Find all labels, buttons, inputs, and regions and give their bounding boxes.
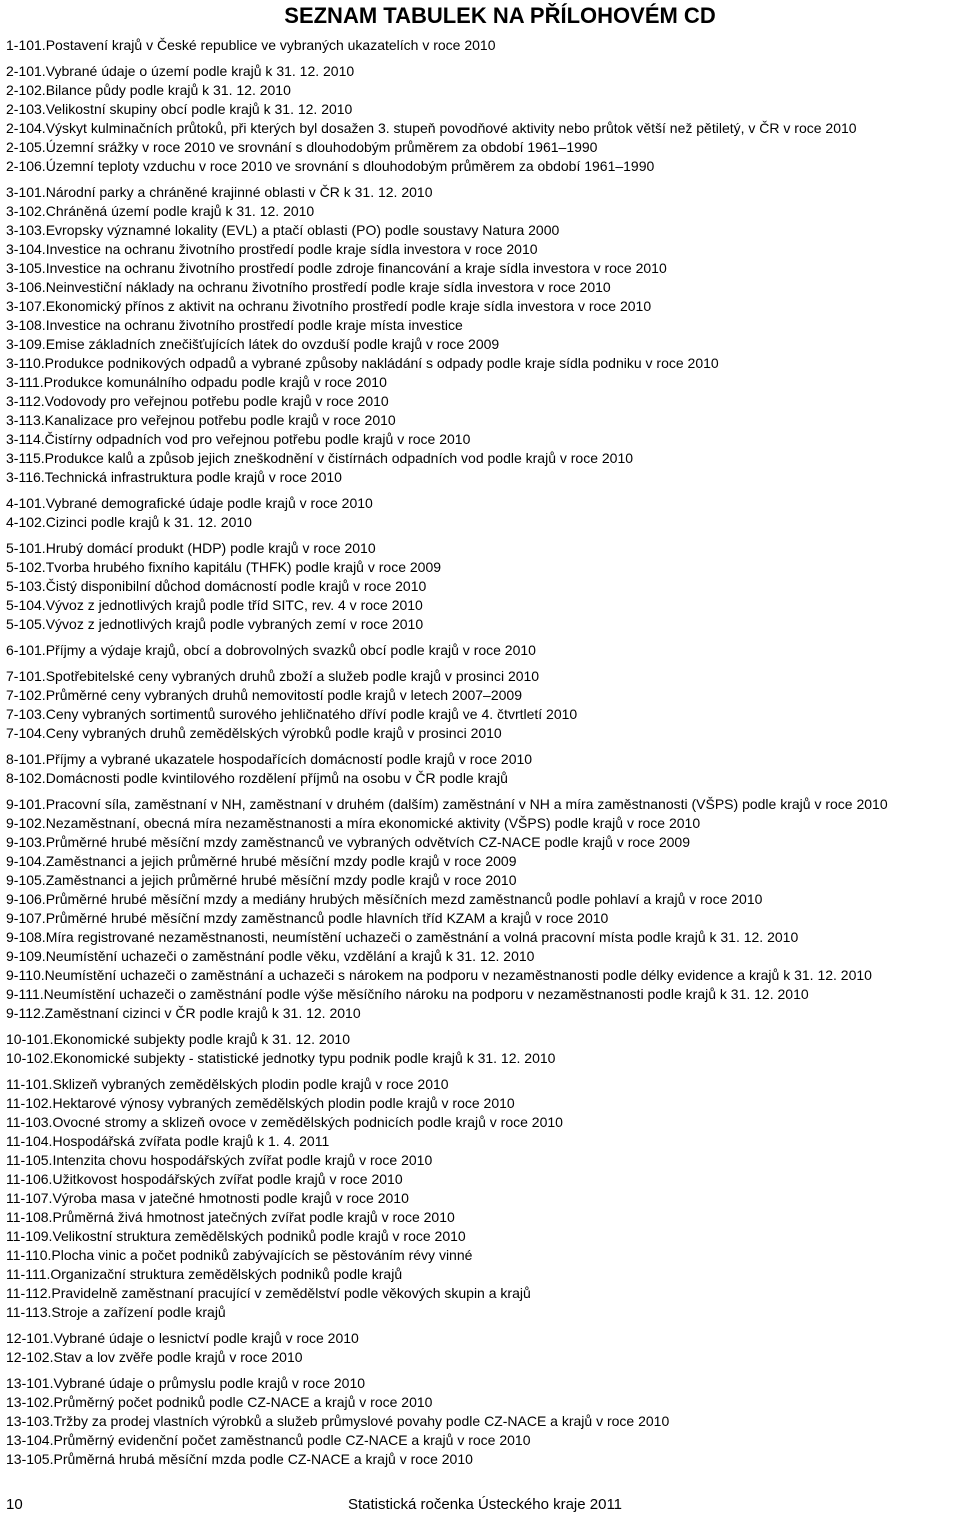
table-title: Průměrná hrubá měsíční mzda podle CZ-NACE a krajů v roce 2010 [53, 1451, 473, 1467]
group-separator [6, 743, 958, 750]
list-item [6, 615, 958, 634]
table-code: 13-104. [6, 1432, 54, 1448]
table-code: 5-105. [6, 616, 46, 632]
table-code: 10-102. [6, 1050, 54, 1066]
table-code: 11-110. [6, 1247, 52, 1263]
table-title: Vývoz z jednotlivých krajů podle tříd SITC, rev. 4 v roce 2010 [45, 597, 423, 613]
table-code: 5-104. [6, 597, 46, 613]
table-title: Vybrané demografické údaje podle krajů v roce 2010 [45, 495, 373, 511]
table-code: 11-103. [6, 1114, 53, 1130]
table-title: Užitkovost hospodářských zvířat podle krajů v roce 2010 [52, 1171, 403, 1187]
table-code: 2-104. [6, 120, 46, 136]
table-code: 9-102. [6, 815, 46, 831]
list-item [6, 183, 958, 202]
table-code: 4-101. [6, 495, 46, 511]
table-title: Ekonomické subjekty podle krajů k 31. 12. 2010 [53, 1031, 350, 1047]
list-item [6, 539, 958, 558]
list-item [6, 157, 958, 176]
table-code: 1-101. [6, 37, 46, 53]
list-item [6, 119, 958, 138]
table-title: Cizinci podle krajů k 31. 12. 2010 [45, 514, 252, 530]
list-item [6, 769, 958, 788]
table-code: 2-105. [6, 139, 46, 155]
list-item [6, 985, 958, 1004]
table-code: 13-103. [6, 1413, 54, 1429]
list-item [6, 449, 958, 468]
list-item [6, 705, 958, 724]
table-title: Vybrané údaje o území podle krajů k 31. 12. 2010 [45, 63, 355, 79]
table-title: Ekonomický přínos z aktivit na ochranu životního prostředí podle kraje sídla investora v roce 2010 [45, 298, 652, 314]
table-title: Příjmy a vybrané ukazatele hospodařících domácností podle krajů v roce 2010 [45, 751, 533, 767]
table-code: 11-113. [6, 1304, 52, 1320]
table-title: Spotřebitelské ceny vybraných druhů zboží a služeb podle krajů v prosinci 2010 [45, 668, 540, 684]
list-item [6, 1170, 958, 1189]
table-title: Organizační struktura zemědělských podniků podle krajů [50, 1266, 403, 1282]
table-code: 2-101. [6, 63, 46, 79]
table-code: 5-103. [6, 578, 46, 594]
list-item [6, 1374, 958, 1393]
list-item [6, 1412, 958, 1431]
table-code: 8-101. [6, 751, 46, 767]
table-code: 9-105. [6, 872, 46, 888]
table-code: 6-101. [6, 642, 46, 658]
list-item [6, 335, 958, 354]
list-item [6, 1246, 958, 1265]
table-title: Hektarové výnosy vybraných zemědělských plodin podle krajů v roce 2010 [52, 1095, 515, 1111]
list-item [6, 513, 958, 532]
list-item [6, 1303, 958, 1322]
table-code: 9-107. [6, 910, 46, 926]
table-title: Průměrné hrubé měsíční mzdy zaměstnanců ve vybraných odvětvích CZ-NACE podle krajů v roce 2009 [45, 834, 690, 850]
table-title: Průměrný počet podniků podle CZ-NACE a krajů v roce 2010 [53, 1394, 433, 1410]
table-code: 3-101. [6, 184, 46, 200]
list-item [6, 468, 958, 487]
list-item [6, 1094, 958, 1113]
table-title: Čistírny odpadních vod pro veřejnou potřebu podle krajů v roce 2010 [44, 431, 471, 447]
list-item [6, 871, 958, 890]
table-code: 10-101. [6, 1031, 54, 1047]
list-item [6, 1004, 958, 1023]
table-code: 13-101. [6, 1375, 54, 1391]
table-code: 9-104. [6, 853, 46, 869]
table-code: 3-102. [6, 203, 46, 219]
table-code: 11-111. [6, 1266, 51, 1282]
list-item [6, 1049, 958, 1068]
table-title: Postavení krajů v České republice ve vybraných ukazatelích v roce 2010 [45, 37, 496, 53]
list-item [6, 814, 958, 833]
table-title: Hospodářská zvířata podle krajů k 1. 4. 2011 [52, 1133, 330, 1149]
table-title: Sklizeň vybraných zemědělských plodin podle krajů v roce 2010 [52, 1076, 449, 1092]
table-code: 3-113. [6, 412, 45, 428]
table-code: 11-104. [6, 1133, 53, 1149]
group-separator [6, 1367, 958, 1374]
list-item [6, 1265, 958, 1284]
list-item [6, 750, 958, 769]
table-title: Investice na ochranu životního prostředí podle zdroje financování a kraje sídla investora v roce 2010 [45, 260, 667, 276]
table-code: 7-103. [6, 706, 46, 722]
table-code: 9-110. [6, 967, 45, 983]
list-item [6, 833, 958, 852]
list-item [6, 928, 958, 947]
table-title: Pravidelně zaměstnaní pracující v zemědělství podle věkových skupin a krajů [51, 1285, 531, 1301]
table-code: 12-102. [6, 1349, 54, 1365]
group-separator [6, 1023, 958, 1030]
list-item [6, 596, 958, 615]
list-item [6, 1284, 958, 1303]
table-code: 11-105. [6, 1152, 53, 1168]
table-code: 5-101. [6, 540, 46, 556]
table-title: Produkce komunálního odpadu podle krajů v roce 2010 [43, 374, 387, 390]
table-code: 3-103. [6, 222, 46, 238]
table-code: 3-106. [6, 279, 46, 295]
table-title: Průměrné hrubé měsíční mzdy a mediány hrubých měsíčních mezd zaměstnanců podle pohlaví a krajů v roce 2010 [45, 891, 763, 907]
list-item [6, 1132, 958, 1151]
table-title: Plocha vinic a počet podniků zabývajících se pěstováním révy vinné [51, 1247, 473, 1263]
table-code: 7-101. [6, 668, 46, 684]
table-title: Výskyt kulminačních průtoků, při kterých byl dosažen 3. stupeň povodňové aktivity nebo průtok větší než pětiletý, v ČR v roce 2010 [45, 120, 857, 136]
group-separator [6, 55, 958, 62]
table-code: 3-109. [6, 336, 46, 352]
list-item [6, 202, 958, 221]
table-title: Evropsky významné lokality (EVL) a ptačí oblasti (PO) podle soustavy Natura 2000 [45, 222, 560, 238]
table-title: Vybrané údaje o lesnictví podle krajů v roce 2010 [53, 1330, 359, 1346]
list-item [6, 1431, 958, 1450]
table-title: Bilance půdy podle krajů k 31. 12. 2010 [45, 82, 291, 98]
table-title: Tvorba hrubého fixního kapitálu (THFK) podle krajů v roce 2009 [45, 559, 442, 575]
table-code: 11-108. [6, 1209, 53, 1225]
table-title: Nezaměstnaní, obecná míra nezaměstnanosti a míra ekonomické aktivity (VŠPS) podle krajů v roce 2010 [45, 815, 701, 831]
table-title: Neumístění uchazeči o zaměstnání podle výše měsíčního nároku na podporu v nezaměstnanosti podle krajů k 31. 12. 2010 [43, 986, 809, 1002]
table-title: Stroje a zařízení podle krajů [51, 1304, 226, 1320]
table-code: 3-107. [6, 298, 46, 314]
table-title: Domácnosti podle kvintilového rozdělení příjmů na osobu v ČR podle krajů [45, 770, 508, 786]
table-code: 3-110. [6, 355, 45, 371]
list-item [6, 1151, 958, 1170]
table-title: Ekonomické subjekty - statistické jednotky typu podnik podle krajů k 31. 12. 2010 [53, 1050, 556, 1066]
list-item [6, 278, 958, 297]
page-title: SEZNAM TABULEK NA PŘÍLOHOVÉM CD [284, 3, 716, 28]
table-code: 8-102. [6, 770, 46, 786]
list-item [6, 1075, 958, 1094]
table-code: 9-106. [6, 891, 46, 907]
table-code: 11-102. [6, 1095, 53, 1111]
table-title: Příjmy a výdaje krajů, obcí a dobrovolných svazků obcí podle krajů v roce 2010 [45, 642, 536, 658]
table-title: Produkce kalů a způsob jejich zneškodnění v čistírnách odpadních vod podle krajů v roce 2010 [44, 450, 634, 466]
table-code: 9-112. [6, 1005, 45, 1021]
list-item [6, 1208, 958, 1227]
group-separator [6, 1068, 958, 1075]
table-code: 9-109. [6, 948, 46, 964]
table-code: 11-112. [6, 1285, 52, 1301]
table-title: Neumístění uchazeči o zaměstnání podle věku, vzdělání a krajů k 31. 12. 2010 [45, 948, 535, 964]
list-item [6, 1329, 958, 1348]
table-title: Zaměstnanci a jejich průměrné hrubé měsíční mzdy podle krajů v roce 2009 [45, 853, 517, 869]
table-code: 11-107. [6, 1190, 53, 1206]
table-title: Tržby za prodej vlastních výrobků a služeb průmyslové povahy podle CZ-NACE a krajů v roce 2010 [53, 1413, 670, 1429]
table-list [6, 36, 958, 1469]
table-code: 3-115. [6, 450, 45, 466]
list-item [6, 430, 958, 449]
list-item [6, 1450, 958, 1469]
table-title: Národní parky a chráněné krajinné oblasti v ČR k 31. 12. 2010 [45, 184, 433, 200]
table-title: Územní teploty vzduchu v roce 2010 ve srovnání s dlouhodobým průměrem za období 1961–1990 [45, 158, 655, 174]
page-number: 10 [6, 1496, 23, 1513]
list-item [6, 947, 958, 966]
list-item [6, 100, 958, 119]
table-code: 9-111. [6, 986, 44, 1002]
group-separator [6, 487, 958, 494]
list-item [6, 494, 958, 513]
list-item [6, 1189, 958, 1208]
table-code: 2-102. [6, 82, 46, 98]
page-footer [0, 1496, 960, 1516]
list-item [6, 1030, 958, 1049]
table-title: Hrubý domácí produkt (HDP) podle krajů v roce 2010 [45, 540, 376, 556]
list-item [6, 1348, 958, 1367]
table-title: Investice na ochranu životního prostředí podle kraje sídla investora v roce 2010 [45, 241, 538, 257]
list-item [6, 577, 958, 596]
table-title: Kanalizace pro veřejnou potřebu podle krajů v roce 2010 [44, 412, 396, 428]
list-item [6, 686, 958, 705]
table-title: Technická infrastruktura podle krajů v roce 2010 [44, 469, 342, 485]
list-item [6, 1393, 958, 1412]
table-title: Neinvestiční náklady na ochranu životního prostředí podle kraje sídla investora v roce 2010 [45, 279, 611, 295]
table-code: 3-104. [6, 241, 46, 257]
table-title: Stav a lov zvěře podle krajů v roce 2010 [53, 1349, 303, 1365]
group-separator [6, 532, 958, 539]
group-separator [6, 176, 958, 183]
table-code: 11-109. [6, 1228, 53, 1244]
table-title: Ovocné stromy a sklizeň ovoce v zemědělských podnicích podle krajů v roce 2010 [52, 1114, 563, 1130]
group-separator [6, 1322, 958, 1329]
table-code: 13-105. [6, 1451, 54, 1467]
list-item [6, 1227, 958, 1246]
list-item [6, 240, 958, 259]
table-title: Produkce podnikových odpadů a vybrané způsoby nakládání s odpady podle kraje sídla podniku v roce 2010 [44, 355, 719, 371]
table-code: 2-103. [6, 101, 46, 117]
table-title: Chráněná území podle krajů k 31. 12. 2010 [45, 203, 315, 219]
list-item [6, 558, 958, 577]
table-title: Průměrné hrubé měsíční mzdy zaměstnanců podle hlavních tříd KZAM a krajů v roce 2010 [45, 910, 609, 926]
table-title: Průměrné ceny vybraných druhů nemovitostí podle krajů v letech 2007–2009 [45, 687, 522, 703]
table-title: Neumístění uchazeči o zaměstnání a uchazeči s nárokem na podporu v nezaměstnanosti podle délky evidence a krajů k 31. 12. 2010 [44, 967, 872, 983]
list-item [6, 641, 958, 660]
table-code: 3-112. [6, 393, 45, 409]
table-title: Průměrná živá hmotnost jatečných zvířat podle krajů v roce 2010 [52, 1209, 455, 1225]
table-title: Územní srážky v roce 2010 ve srovnání s dlouhodobým průměrem za období 1961–1990 [45, 139, 598, 155]
table-code: 4-102. [6, 514, 46, 530]
table-title: Výroba masa v jatečné hmotnosti podle krajů v roce 2010 [52, 1190, 409, 1206]
table-code: 9-108. [6, 929, 46, 945]
group-separator [6, 788, 958, 795]
list-item [6, 411, 958, 430]
table-title: Velikostní skupiny obcí podle krajů k 31. 12. 2010 [45, 101, 353, 117]
table-code: 11-101. [6, 1076, 53, 1092]
list-item [6, 81, 958, 100]
list-item [6, 297, 958, 316]
table-code: 3-114. [6, 431, 45, 447]
table-title: Vývoz z jednotlivých krajů podle vybraných zemí v roce 2010 [45, 616, 424, 632]
list-item [6, 354, 958, 373]
table-title: Pracovní síla, zaměstnaní v NH, zaměstnaní v druhém (dalším) zaměstnání v NH a míra zaměstnanosti (VŠPS) podle krajů v roce 2010 [45, 796, 888, 812]
table-code: 7-102. [6, 687, 46, 703]
list-item [6, 909, 958, 928]
table-title: Intenzita chovu hospodářských zvířat podle krajů v roce 2010 [52, 1152, 433, 1168]
publication-title: Statistická ročenka Ústeckého kraje 2011 [348, 1496, 623, 1513]
table-title: Míra registrované nezaměstnanosti, neumístění uchazeči o zaměstnání a volná pracovní místa podle krajů k 31. 12. 2010 [45, 929, 799, 945]
table-code: 5-102. [6, 559, 46, 575]
list-item [6, 221, 958, 240]
table-code: 7-104. [6, 725, 46, 741]
table-code: 12-101. [6, 1330, 54, 1346]
table-code: 11-106. [6, 1171, 53, 1187]
table-code: 3-116. [6, 469, 45, 485]
table-title: Zaměstnanci a jejich průměrné hrubé měsíční mzdy podle krajů v roce 2010 [45, 872, 517, 888]
list-item [6, 138, 958, 157]
table-code: 9-101. [6, 796, 46, 812]
table-code: 3-108. [6, 317, 46, 333]
table-code: 2-106. [6, 158, 46, 174]
table-code: 13-102. [6, 1394, 54, 1410]
table-title: Čistý disponibilní důchod domácností podle krajů v roce 2010 [45, 578, 427, 594]
table-title: Emise základních znečišťujících látek do ovzduší podle krajů v roce 2009 [45, 336, 500, 352]
table-code: 9-103. [6, 834, 46, 850]
list-item [6, 259, 958, 278]
list-item [6, 1113, 958, 1132]
list-item [6, 62, 958, 81]
table-title: Ceny vybraných sortimentů surového jehličnatého dříví podle krajů ve 4. čtvrtletí 2010 [45, 706, 578, 722]
group-separator [6, 660, 958, 667]
list-item [6, 667, 958, 686]
list-item [6, 392, 958, 411]
table-title: Velikostní struktura zemědělských podniků podle krajů v roce 2010 [52, 1228, 466, 1244]
table-title: Průměrný evidenční počet zaměstnanců podle CZ-NACE a krajů v roce 2010 [53, 1432, 531, 1448]
table-title: Zaměstnaní cizinci v ČR podle krajů k 31. 12. 2010 [44, 1005, 361, 1021]
list-item [6, 795, 958, 814]
list-item [6, 316, 958, 335]
list-item [6, 890, 958, 909]
list-item [6, 852, 958, 871]
list-item [6, 966, 958, 985]
table-code: 3-111. [6, 374, 44, 390]
group-separator [6, 634, 958, 641]
table-title: Ceny vybraných druhů zemědělských výrobků podle krajů v prosinci 2010 [45, 725, 502, 741]
table-title: Vybrané údaje o průmyslu podle krajů v roce 2010 [53, 1375, 366, 1391]
table-title: Investice na ochranu životního prostředí podle kraje místa investice [45, 317, 463, 333]
list-item [6, 36, 958, 55]
list-item [6, 724, 958, 743]
table-code: 3-105. [6, 260, 46, 276]
list-item [6, 373, 958, 392]
table-title: Vodovody pro veřejnou potřebu podle krajů v roce 2010 [44, 393, 389, 409]
